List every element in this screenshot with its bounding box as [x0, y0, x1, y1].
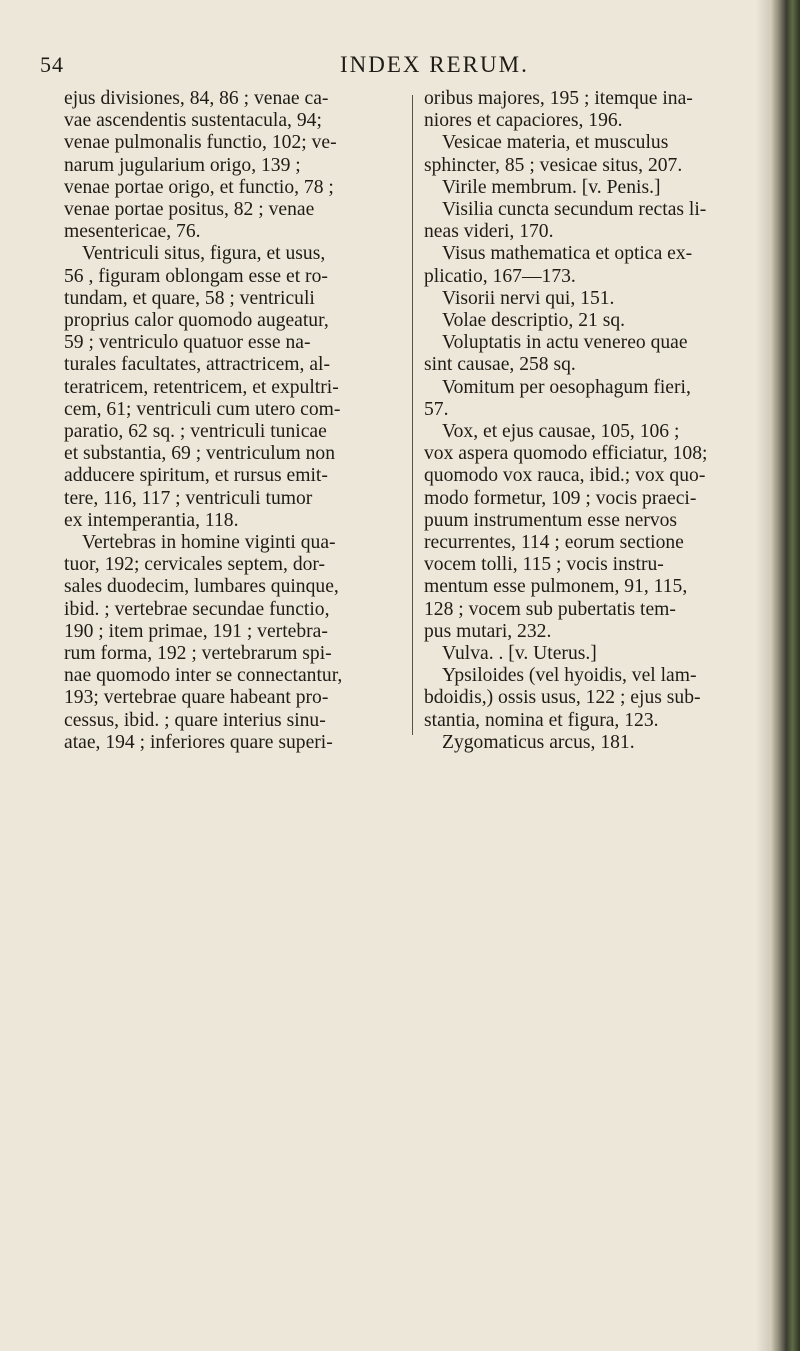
index-line: tere, 116, 117 ; ventriculi tumor — [64, 487, 313, 509]
index-entry-start: Visilia cuncta secundum rectas li- — [442, 199, 707, 221]
index-line: modo formetur, 109 ; vocis praeci- — [424, 487, 697, 509]
index-entry-start: Zygomaticus arcus, 181. — [442, 731, 635, 753]
index-line: rum forma, 192 ; vertebrarum spi- — [64, 643, 332, 665]
index-line: plicatio, 167—173. — [424, 265, 576, 287]
index-line: 59 ; ventriculo quatuor esse na- — [64, 332, 311, 354]
index-line: tuor, 192; cervicales septem, dor- — [64, 554, 326, 576]
index-entry-start: Volae descriptio, 21 sq. — [442, 310, 626, 332]
index-line: venae portae positus, 82 ; venae — [64, 199, 315, 221]
index-entry-start: Vulva. . [v. Uterus.] — [442, 643, 597, 665]
index-line: mentum esse pulmonem, 91, 115, — [424, 576, 688, 598]
index-line: ibid. ; vertebrae secundae functio, — [64, 598, 330, 620]
index-line: 128 ; vocem sub pubertatis tem- — [424, 598, 676, 620]
index-line: turales facultates, attractricem, al- — [64, 354, 330, 376]
book-binding-edge — [770, 0, 800, 1351]
index-line: teratricem, retentricem, et expultri- — [64, 376, 339, 398]
index-line: adducere spiritum, et rursus emit- — [64, 465, 328, 487]
index-line: 190 ; item primae, 191 ; vertebra- — [64, 620, 328, 642]
index-entry-start: Vesicae materia, et musculus — [442, 132, 669, 154]
index-line: ejus divisiones, 84, 86 ; venae ca- — [64, 88, 329, 109]
index-line: et substantia, 69 ; ventriculum non — [64, 443, 336, 465]
index-line: neas videri, 170. — [424, 221, 554, 243]
index-line: cem, 61; ventriculi cum utero com- — [64, 398, 341, 420]
index-entry-start: Vomitum per oesophagum fieri, — [442, 376, 691, 398]
index-line: mesentericae, 76. — [64, 221, 201, 243]
column-divider — [412, 95, 413, 735]
index-entry-start: Vertebras in homine viginti qua- — [82, 532, 336, 554]
index-line: narum jugularium origo, 139 ; — [64, 154, 301, 176]
index-line: cessus, ibid. ; quare interius sinu- — [64, 709, 326, 731]
index-entry-start: Virile membrum. [v. Penis.] — [442, 176, 661, 198]
index-line: vox aspera quomodo efficiatur, 108; — [424, 443, 708, 465]
page-number: 54 — [40, 52, 64, 77]
running-title: INDEX RERUM. — [340, 52, 529, 77]
index-line: nae quomodo inter se connectantur, — [64, 665, 343, 687]
index-entry-start: Ventriculi situs, figura, et usus, — [82, 243, 326, 265]
index-line: venae pulmonalis functio, 102; ve- — [64, 132, 337, 154]
index-entry-start: Vox, et ejus causae, 105, 106 ; — [442, 421, 680, 443]
index-column-right — [424, 88, 760, 754]
index-line: vocem tolli, 115 ; vocis instru- — [424, 554, 664, 576]
index-line: stantia, nomina et figura, 123. — [424, 709, 659, 731]
index-line: oribus majores, 195 ; itemque ina- — [424, 88, 693, 109]
index-line: 57. — [424, 398, 449, 420]
index-entry-start: Visorii nervi qui, 151. — [442, 287, 615, 309]
index-line: sint causae, 258 sq. — [424, 354, 576, 376]
index-entry-start: Ypsiloides (vel hyoidis, vel lam- — [442, 665, 697, 687]
index-line: pus mutari, 232. — [424, 620, 552, 642]
index-line: bdoidis,) ossis usus, 122 ; ejus sub- — [424, 687, 701, 709]
index-line: quomodo vox rauca, ibid.; vox quo- — [424, 465, 706, 487]
index-line: ex intemperantia, 118. — [64, 509, 239, 531]
index-line: tundam, et quare, 58 ; ventriculi — [64, 287, 315, 309]
index-entry-start: Visus mathematica et optica ex- — [442, 243, 693, 265]
index-line: puum instrumentum esse nervos — [424, 509, 678, 531]
index-line: 56 , figuram oblongam esse et ro- — [64, 265, 328, 287]
index-line: sales duodecim, lumbares quinque, — [64, 576, 339, 598]
index-line: recurrentes, 114 ; eorum sectione — [424, 532, 684, 554]
index-line: paratio, 62 sq. ; ventriculi tunicae — [64, 421, 327, 443]
index-line: sphincter, 85 ; vesicae situs, 207. — [424, 154, 683, 176]
index-line: atae, 194 ; inferiores quare superi- — [64, 731, 333, 753]
index-column-left — [64, 88, 400, 754]
index-line: venae portae origo, et functio, 78 ; — [64, 176, 334, 198]
page-header — [40, 52, 760, 92]
index-entry-start: Voluptatis in actu venereo quae — [442, 332, 688, 354]
index-line: proprius calor quomodo augeatur, — [64, 310, 329, 332]
index-line: niores et capaciores, 196. — [424, 110, 623, 132]
index-line: vae ascendentis sustentacula, 94; — [64, 110, 322, 132]
index-line: 193; vertebrae quare habeant pro- — [64, 687, 329, 709]
